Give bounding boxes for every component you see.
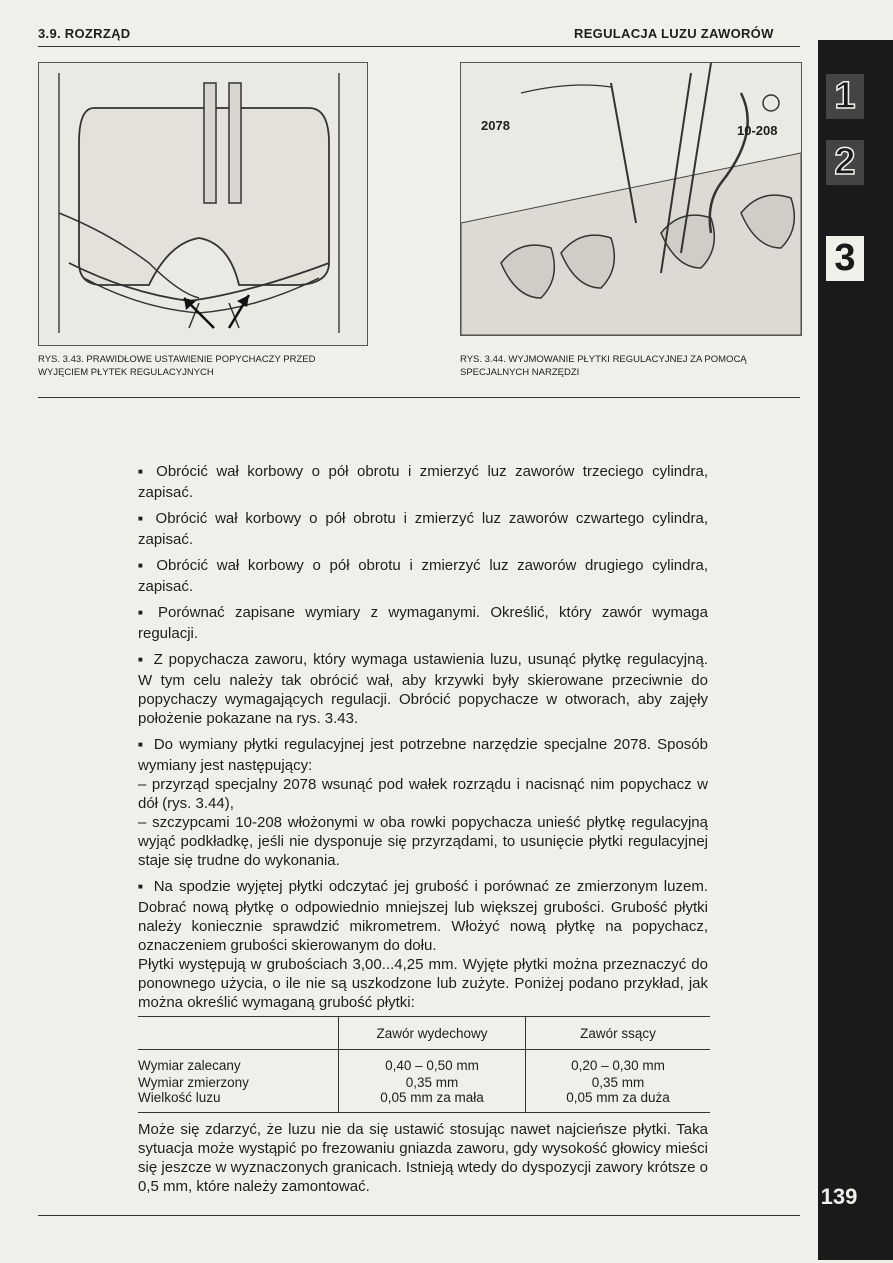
figure-caption-left: RYS. 3.43. PRAWIDŁOWE USTAWIENIE POPYCHACZY PRZED WYJĘCIEM PŁYTEK REGULACYJNYCH: [38, 354, 316, 378]
table-row-label: Wymiar zalecany: [138, 1050, 339, 1074]
step-fourth-cylinder: ■ Obrócić wał korbowy o pół obrotu i zmierzyć luz zaworów czwartego cylindra, zapisać.: [138, 509, 708, 549]
table-cell: 0,20 – 0,30 mm: [571, 1057, 665, 1073]
table-header-empty: [138, 1017, 339, 1049]
chapter-tab-strip: [818, 40, 893, 1260]
figure-divider: [38, 397, 800, 398]
step-second-cylinder: ■ Obrócić wał korbowy o pół obrotu i zmierzyć luz zaworów drugiego cylindra, zapisać.: [138, 556, 708, 596]
table-cell: 0,35 mm: [339, 1074, 526, 1090]
tool-label-2078: 2078: [481, 118, 510, 133]
step-compare: ■ Porównać zapisane wymiary z wymaganymi. Określić, który zawór wymaga regulacji.: [138, 603, 708, 643]
table-header-exhaust: Zawór wydechowy: [339, 1017, 526, 1049]
step-new-shim: ■ Na spodzie wyjętej płytki odczytać jej grubość i porównać ze zmierzonym luzem. Dobrać nową płytkę o odpowiednio mniejszej lub większej grubości. Grubość płytki należy koniecznie sprawdzić mikrometrem. Włożyć nową płytkę na popychacz, oznaczeniem grubości skierowanym do dołu.: [138, 877, 708, 955]
chapter-tab-1[interactable]: 1: [826, 74, 864, 119]
figure-tappets: [38, 62, 368, 346]
shim-thickness-note: Płytki występują w grubościach 3,00...4,25 mm. Wyjęte płytki można przeznaczyć do ponownego użycia, o ile nie są uszkodzone lub zużyte. Poniżej podano przykład, jak można określić wymaganą grubość płytki:: [138, 956, 708, 1011]
closing-paragraph: Może się zdarzyć, że luzu nie da się ustawić stosując nawet najcieńsze płytki. Taka sytuacja może wystąpić po frezowaniu gniazda zaworu, gdy wysokość głowicy mieści się jeszcze w wyznaczonych granicach. Istnieją wtedy do dyspozycji zawory krótsze o 0,5 mm, które należy zamontować.: [138, 1121, 708, 1195]
clearance-table: [138, 1016, 710, 1113]
figure-caption-right: RYS. 3.44. WYJMOWANIE PŁYTKI REGULACYJNEJ ZA POMOCĄ SPECJALNYCH NARZĘDZI: [460, 354, 747, 378]
chapter-tab-2[interactable]: 2: [826, 140, 864, 185]
substep-pliers: – szczypcami 10-208 włożonymi w oba rowki popychacza unieść płytkę regulacyjną wyjąć podkładkę, jeśli nie dysponuje się przyrządami, to usunięcie płytki regulacyjnej staje się trudne do wykonania.: [138, 814, 708, 869]
footer-rule: [38, 1215, 800, 1216]
tool-label-10-208: 10-208: [737, 123, 778, 138]
page-number: 139: [820, 1184, 858, 1209]
table-cell: 0,05 mm za mała: [339, 1090, 526, 1112]
instruction-text: [138, 462, 708, 1019]
tappet-illustration: [39, 63, 367, 345]
table-cell: 0,35 mm: [591, 1074, 645, 1090]
table-row-label: Wielkość luzu: [138, 1090, 339, 1112]
chapter-tab-3[interactable]: 3: [826, 236, 864, 281]
table-cell: 0,40 – 0,50 mm: [339, 1050, 526, 1074]
figure-tool: [460, 62, 802, 336]
table-cell: 0,05 mm za duża: [566, 1090, 670, 1105]
header-rule: [38, 46, 800, 47]
table-row-label: Wymiar zmierzony: [138, 1074, 339, 1090]
topic-header: REGULACJA LUZU ZAWORÓW: [574, 26, 774, 41]
table-header-intake: Zawór ssący: [580, 1025, 656, 1041]
step-third-cylinder: ■ Obrócić wał korbowy o pół obrotu i zmierzyć luz zaworów trzeciego cylindra, zapisać.: [138, 462, 708, 502]
step-special-tool: ■ Do wymiany płytki regulacyjnej jest potrzebne narzędzie specjalne 2078. Sposób wymiany jest następujący:: [138, 735, 708, 775]
section-header: 3.9. ROZRZĄD: [38, 26, 131, 41]
step-remove-shim: ■ Z popychacza zaworu, który wymaga ustawienia luzu, usunąć płytkę regulacyjną. W tym celu należy tak obrócić wał, aby krzywki były skierowane przeciwnie do popychaczy wymagających regulacji. Obrócić popychacze w otworach, aby zajęły położenie pokazane na rys. 3.43.: [138, 650, 708, 728]
tool-illustration: [461, 63, 801, 335]
substep-tool-2078: – przyrząd specjalny 2078 wsunąć pod wałek rozrządu i nacisnąć nim popychacz w dół (rys. 3.44),: [138, 776, 708, 812]
